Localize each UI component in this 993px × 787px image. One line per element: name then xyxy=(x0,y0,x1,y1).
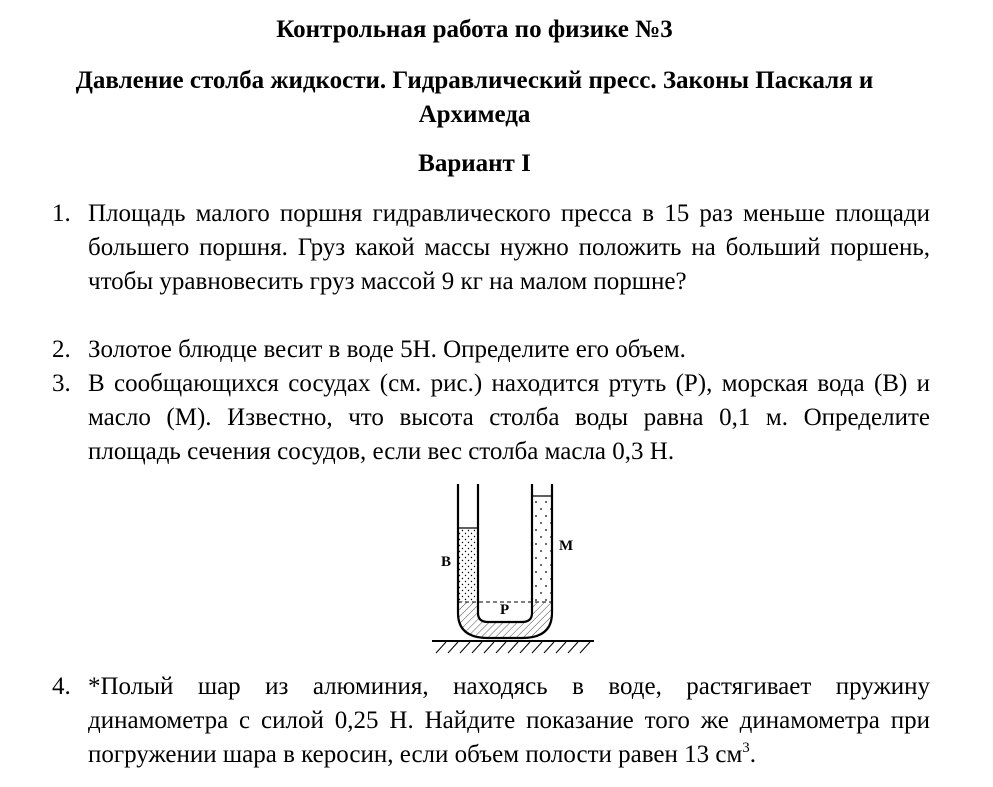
task-number: 2. xyxy=(52,336,71,363)
oil-column xyxy=(532,496,552,602)
task-text xyxy=(88,670,930,772)
label-mercury: Р xyxy=(500,602,510,618)
water-column xyxy=(458,528,478,602)
page-title: Контрольная работа по физике №3 xyxy=(276,16,673,43)
superscript: 3 xyxy=(742,740,750,756)
task-item xyxy=(52,670,930,772)
label-oil: М xyxy=(559,538,574,554)
label-water: В xyxy=(441,554,452,570)
task-item xyxy=(52,367,930,469)
task-text: Площадь малого поршня гидравлического пресса в 15 раз меньше площади большего поршня. Груз какой массы нужно положить на больший поршень, чтобы уравновесить груз массой 9 кг на малом поршне? xyxy=(88,200,930,295)
task-text-end: . xyxy=(749,741,757,768)
task-number: 4. xyxy=(52,673,71,700)
task-text-main: *Полый шар из алюминия, находясь в воде, растягивает пружину динамометра с силой 0,25 Н. Найдите показание того же динамометра при погружении шара в керосин, если объем полости равен 13 см xyxy=(88,673,930,768)
variant-heading: Вариант I xyxy=(418,150,531,177)
task-text: В сообщающихся сосудах (см. рис.) находится ртуть (Р), морская вода (В) и масло (М). Известно, что высота столба воды равна 0,1 м. Определите площадь сечения сосудов, если вес столба масла 0,3 Н. xyxy=(88,370,930,465)
task-item xyxy=(52,197,930,299)
page-subtitle: Давление столба жидкости. Гидравлический пресс. Законы Паскаля и Архимеда xyxy=(75,67,874,128)
ground-hatching xyxy=(436,642,590,653)
task-item xyxy=(52,333,930,367)
task-text: Золотое блюдце весит в воде 5Н. Определите его объем. xyxy=(88,336,686,363)
communicating-vessels-figure xyxy=(428,478,598,656)
task-number: 3. xyxy=(52,370,71,397)
task-number: 1. xyxy=(52,200,71,227)
